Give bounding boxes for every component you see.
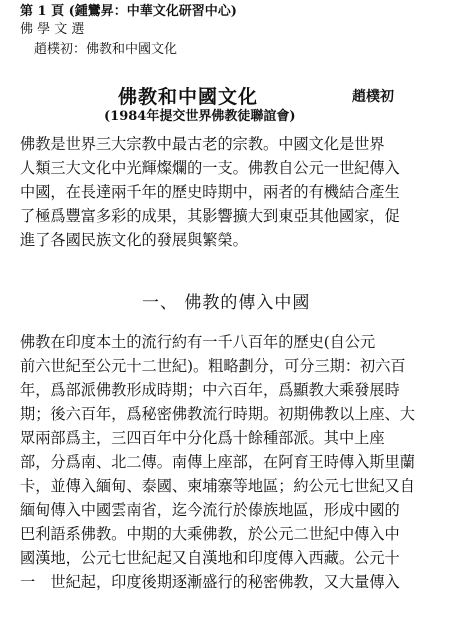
text-line: 佛教在印度本土的流行約有一千八百年的歷史(自公元 [20,333,376,351]
section-paragraph [20,330,432,594]
article-subtitle: (1984年提交世界佛教徒聯誼會) [104,109,296,124]
section-heading: 一、 佛教的傳入中國 [142,293,311,313]
text-line: 巴利語系佛教。中期的大乘佛教，於公元二世紀中傳入中 [20,525,400,543]
text-line: 中國，在長達兩千年的歷史時期中，兩者的有機結合產生 [20,183,400,201]
text-line: 一 世紀起，印度後期逐漸盛行的秘密佛教，又大量傳入 [20,573,400,591]
header-source-line: 第 1 頁 (鍾鸞昇：中華文化研習中心) [20,4,237,19]
text-line: 部，分爲南、北二傳。南傳上座部，在阿育王時傳入斯里蘭 [20,453,415,471]
text-line: 年，爲部派佛教形成時期；中六百年，爲顯教大乘發展時 [20,381,400,399]
text-line: 國漢地，公元七世紀起又自漢地和印度傳入西藏。公元十 [20,549,400,567]
text-line: 進了各國民族文化的發展與繁榮。 [20,231,248,249]
header-article-line: 趙樸初：佛教和中國文化 [34,42,178,57]
text-line: 前六世紀至公元十二世紀)。粗略劃分，可分三期：初六百 [20,357,406,375]
text-line: 期；後六百年，爲秘密佛教流行時期。初期佛教以上座、大 [20,405,415,423]
text-line: 眾兩部爲主，三四百年中分化爲十餘種部派。其中上座 [20,429,385,447]
text-line: 人類三大文化中光輝燦爛的一支。佛教自公元一世紀傳入 [20,159,400,177]
text-line: 卡，並傳入緬甸、泰國、柬埔寨等地區；約公元七世紀又自 [20,477,415,495]
article-author: 趙樸初 [352,89,394,105]
text-line: 了極爲豐富多彩的成果，其影響擴大到東亞其他國家，促 [20,207,400,225]
text-line: 緬甸傳入中國雲南省，迄今流行於傣族地區，形成中國的 [20,501,400,519]
intro-paragraph [20,132,432,252]
text-line: 佛教是世界三大宗教中最古老的宗教。中國文化是世界 [20,135,385,153]
article-title: 佛教和中國文化 [118,86,259,108]
header-collection-line: 佛 學 文 選 [20,22,85,37]
